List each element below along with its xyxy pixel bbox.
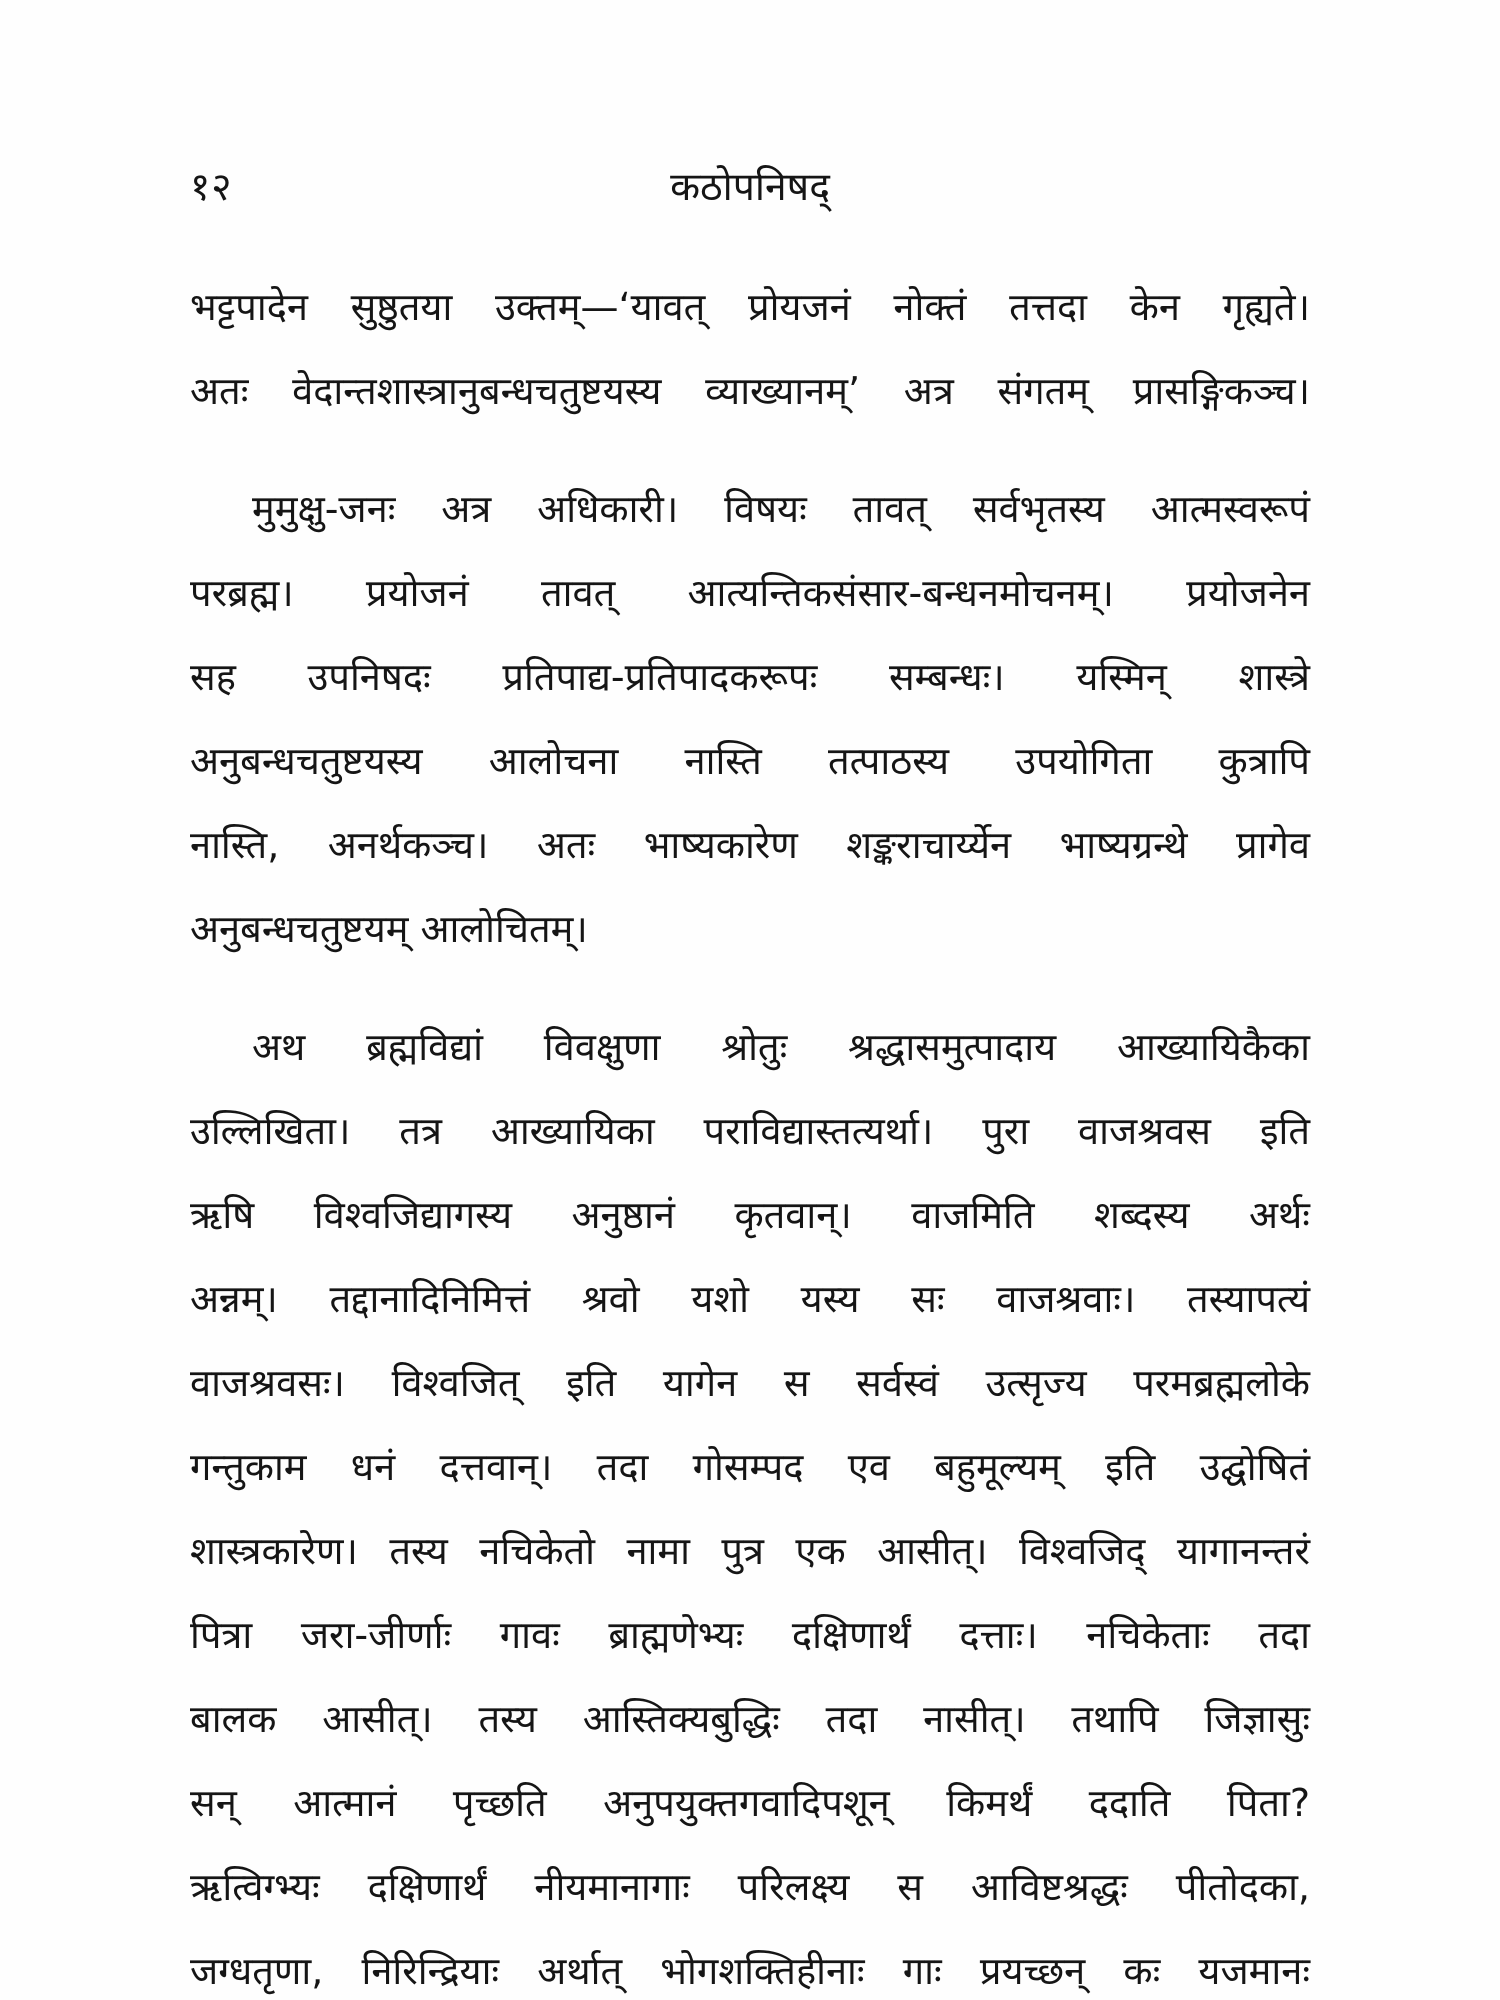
paragraph-gap xyxy=(190,433,1310,467)
text-line: बालक आसीत्। तस्य आस्तिक्यबुद्धिः तदा नासीत्। तथापि जिज्ञासुः xyxy=(190,1697,1310,1741)
running-title: कठोपनिषद् xyxy=(670,165,830,210)
text-line: सन् आत्मानं पृच्छति अनुपयुक्तगवादिपशून् किमर्थं ददाति पिता? xyxy=(190,1781,1310,1825)
text-line: जग्धतृणा, निरिन्द्रियाः अर्थात् भोगशक्तिहीनाः गाः प्रयच्छन् कः यजमानः xyxy=(190,1949,1310,1993)
text-line: गन्तुकाम धनं दत्तवान्। तदा गोसम्पद एव बहुमूल्यम् इति उद्घोषितं xyxy=(190,1445,1310,1489)
text-line: मुमुक्षु-जनः अत्र अधिकारी। विषयः तावत् सर्वभृतस्य आत्मस्वरूपं xyxy=(252,487,1310,531)
text-line: उल्लिखिता। तत्र आख्यायिका पराविद्यास्तत्यर्था। पुरा वाजश्रवस इति xyxy=(190,1109,1310,1153)
text-line: अतः वेदान्तशास्त्रानुबन्धचतुष्टयस्य व्याख्यानम्’ अत्र संगतम् प्रासङ्गिकञ्च। xyxy=(190,369,1310,413)
paragraph-1 xyxy=(190,265,1310,433)
text-line: अन्नम्। तद्दानादिनिमित्तं श्रवो यशो यस्य सः वाजश्रवाः। तस्यापत्यं xyxy=(190,1277,1310,1321)
page-number: १२ xyxy=(190,165,233,210)
paragraph-gap xyxy=(190,971,1310,1005)
text-line: अनुबन्धचतुष्टयस्य आलोचना नास्ति तत्पाठस्य उपयोगिता कुत्रापि xyxy=(190,739,1310,783)
text-line: अथ ब्रह्मविद्यां विवक्षुणा श्रोतुः श्रद्धासमुत्पादाय आख्यायिकैका xyxy=(252,1025,1310,1069)
text-line: पित्रा जरा-जीर्णाः गावः ब्राह्मणेभ्यः दक्षिणार्थं दत्ताः। नचिकेताः तदा xyxy=(190,1613,1310,1657)
text-line: परब्रह्म। प्रयोजनं तावत् आत्यन्तिकसंसार-बन्धनमोचनम्। प्रयोजनेन xyxy=(190,571,1310,615)
text-line: शास्त्रकारेण। तस्य नचिकेतो नामा पुत्र एक आसीत्। विश्वजिद् यागानन्तरं xyxy=(190,1529,1310,1573)
text-line: नास्ति, अनर्थकञ्च। अतः भाष्यकारेण शङ्कराचार्य्येन भाष्यग्रन्थे प्रागेव xyxy=(190,823,1310,867)
text-line: वाजश्रवसः। विश्वजित् इति यागेन स सर्वस्वं उत्सृज्य परमब्रह्मलोके xyxy=(190,1361,1310,1405)
text-line: भट्टपादेन सुष्ठुतया उक्तम्—‘यावत् प्रोयजनं नोक्तं तत्तदा केन गृह्यते। xyxy=(190,285,1310,329)
paragraph-3 xyxy=(190,1005,1310,2000)
text-line: सह उपनिषदः प्रतिपाद्य-प्रतिपादकरूपः सम्बन्धः। यस्मिन् शास्त्रे xyxy=(190,655,1310,699)
text-line: ऋषि विश्वजिद्यागस्य अनुष्ठानं कृतवान्। वाजमिति शब्दस्य अर्थः xyxy=(190,1193,1310,1237)
paragraph-2 xyxy=(190,467,1310,971)
text-line: ऋत्विग्भ्यः दक्षिणार्थं नीयमानागाः परिलक्ष्य स आविष्टश्रद्धः पीतोदका, xyxy=(190,1865,1310,1909)
body-text xyxy=(190,265,1310,2000)
page-header xyxy=(190,158,1310,218)
text-line: अनुबन्धचतुष्टयम् आलोचितम्। xyxy=(190,907,588,951)
